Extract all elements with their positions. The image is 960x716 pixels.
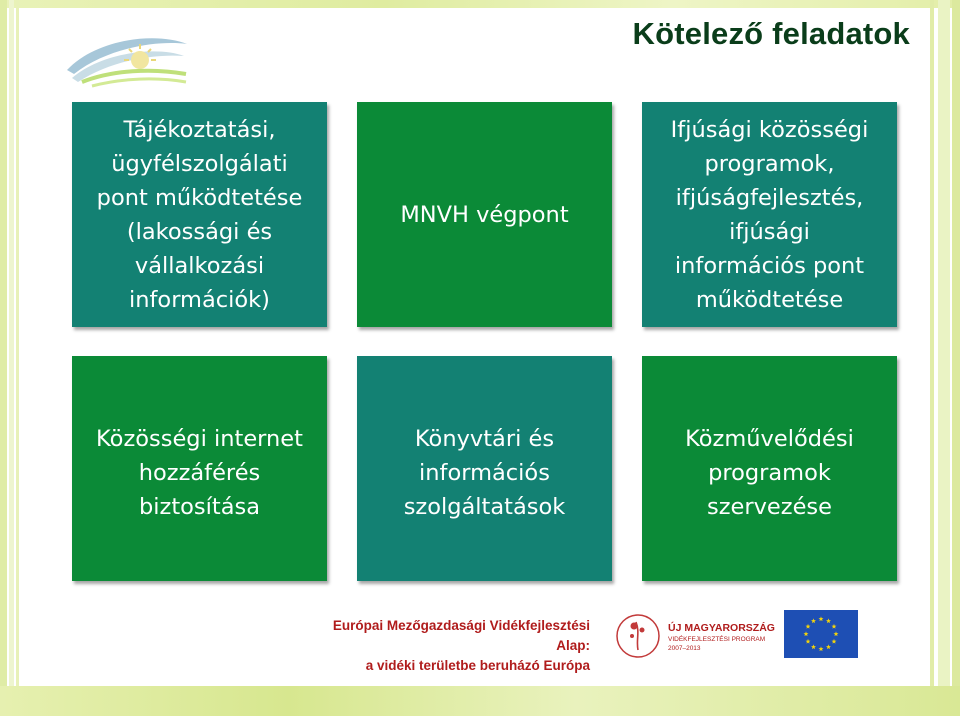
tile-konyvtar: [357, 356, 612, 581]
footer-line-1: Európai Mezőgazdasági Vidékfejlesztési Alap:: [332, 618, 590, 653]
tile-mnvh: [357, 102, 612, 327]
umvp-title: ÚJ MAGYARORSZÁG: [668, 622, 775, 634]
tile-internet: [72, 356, 327, 581]
umvp-subtitle: [668, 635, 765, 653]
frame-bottom: [0, 686, 960, 716]
sun-logo-icon: [62, 30, 192, 88]
tile-konyvtar-text: Könyvtári és információs szolgáltatások: [403, 426, 566, 520]
frame-left-stripe-1: [0, 0, 7, 716]
tile-kozmuvelodes: [642, 356, 897, 581]
tile-internet-text: Közösségi internet hozzáférés biztosítása: [96, 426, 303, 520]
footer-line-2: a vidéki területbe beruházó Európa: [365, 658, 590, 673]
tile-ugyfelszolgalat: [72, 102, 327, 327]
tile-ifjusagi-text: Ifjúsági közösségi programok, ifjúságfejlesztés, ifjúsági információs pont működtetése: [670, 116, 869, 313]
frame-left-stripe-2: [9, 0, 14, 716]
frame-right-stripe-2: [938, 0, 950, 716]
tile-ugyfelszolgalat-text: Tájékoztatási, ügyfélszolgálati pont működtetése (lakossági és vállalkozási információk): [96, 116, 303, 313]
footer-eu-text: [300, 616, 590, 676]
frame-right-stripe-1: [952, 0, 960, 716]
page-title: Kötelező feladatok: [632, 16, 910, 51]
umvp-years: 2007–2013: [668, 645, 701, 652]
frame-left-stripe-3: [16, 0, 19, 716]
frame-top: [0, 0, 960, 8]
umvp-subtitle-line: VIDÉKFEJLESZTÉSI PROGRAM: [668, 636, 766, 643]
eu-flag-icon: [784, 610, 858, 658]
tile-kozmuvelodes-text: Közművelődési programok szervezése: [685, 426, 854, 520]
tile-mnvh-text: MNVH végpont: [400, 201, 569, 228]
tile-ifjusagi: [642, 102, 897, 327]
frame-right-stripe-3: [930, 0, 934, 716]
